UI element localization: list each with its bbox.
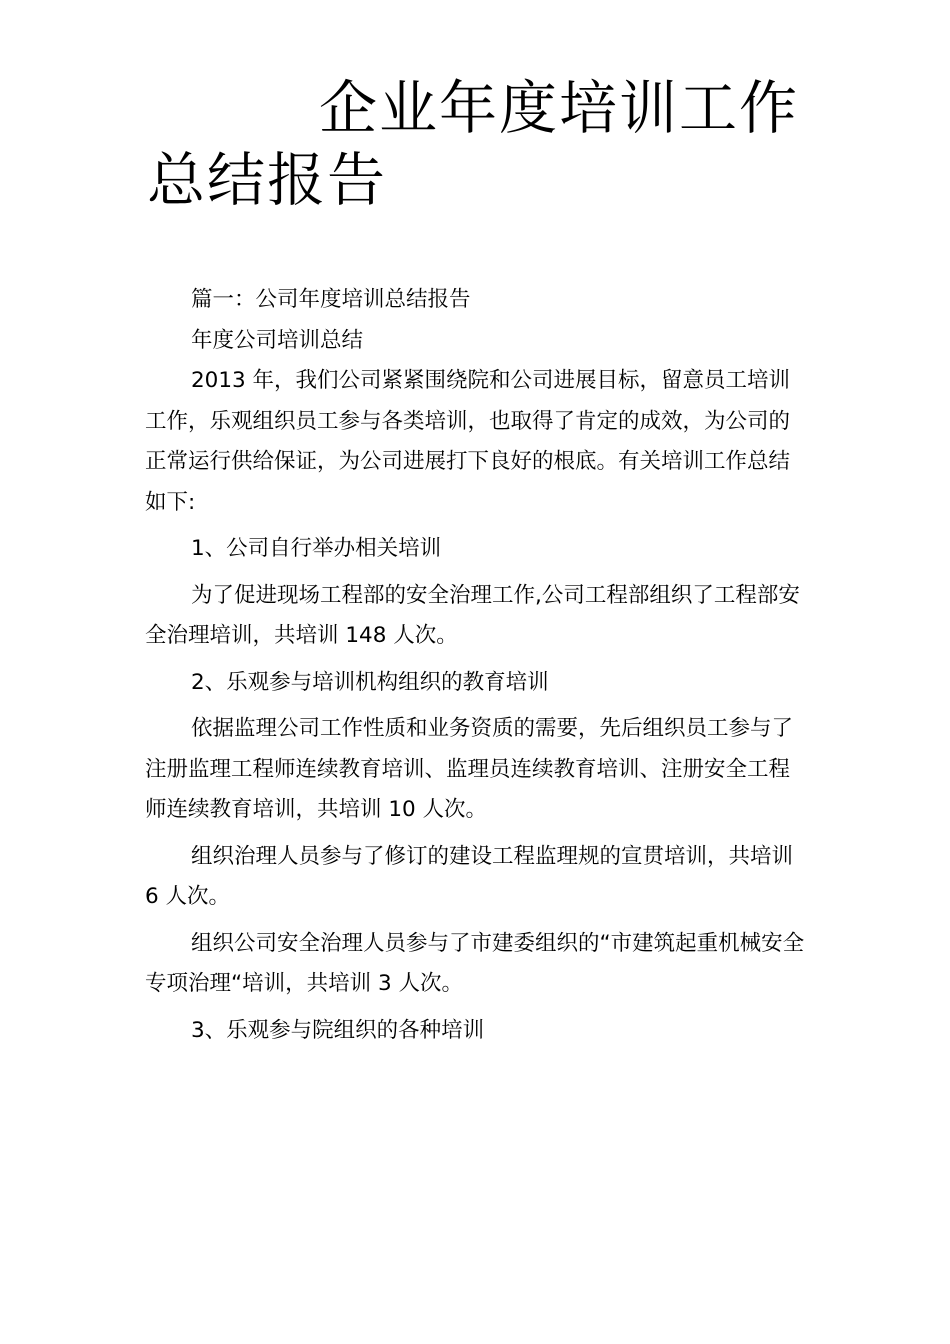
paragraph-2: 依据监理公司工作性质和业务资质的需要，先后组织员工参与了注册监理工程师连续教育培训、监理员连续教育培训、注册安全工程师连续教育培训，共培训 10 人次。	[145, 716, 794, 822]
paragraph-1: 为了促进现场工程部的安全治理工作,公司工程部组织了工程部安全治理培训，共培训 148 人次。	[145, 582, 800, 648]
document-title	[147, 72, 827, 216]
list-heading-1: 1、公司自行举办相关培训	[191, 536, 442, 561]
paragraph-intro: 2013 年，我们公司紧紧围绕院和公司进展目标，留意员工培训工作，乐观组织员工参与各类培训，也取得了肯定的成效，为公司的正常运行供给保证，为公司进展打下良好的根底。有关培训工作总结如下:	[145, 368, 791, 515]
list-heading-3: 3、乐观参与院组织的各种培训	[191, 1017, 485, 1043]
paragraph-4: 组织公司安全治理人员参与了市建委组织的“市建筑起重机械安全专项治理“培训，共培训 3 人次。	[145, 930, 805, 996]
document-body	[145, 280, 810, 1051]
title-line-1: 企业年度培训工作	[319, 74, 800, 142]
title-line-2: 总结报告	[147, 146, 388, 214]
list-heading-2: 2、乐观参与培训机构组织的教育培训	[191, 669, 549, 695]
section-heading: 篇一：公司年度培训总结报告	[191, 287, 471, 312]
paragraph-3: 组织治理人员参与了修订的建设工程监理规的宣贯培训，共培训 6 人次。	[145, 843, 794, 909]
subheading: 年度公司培训总结	[191, 327, 364, 353]
